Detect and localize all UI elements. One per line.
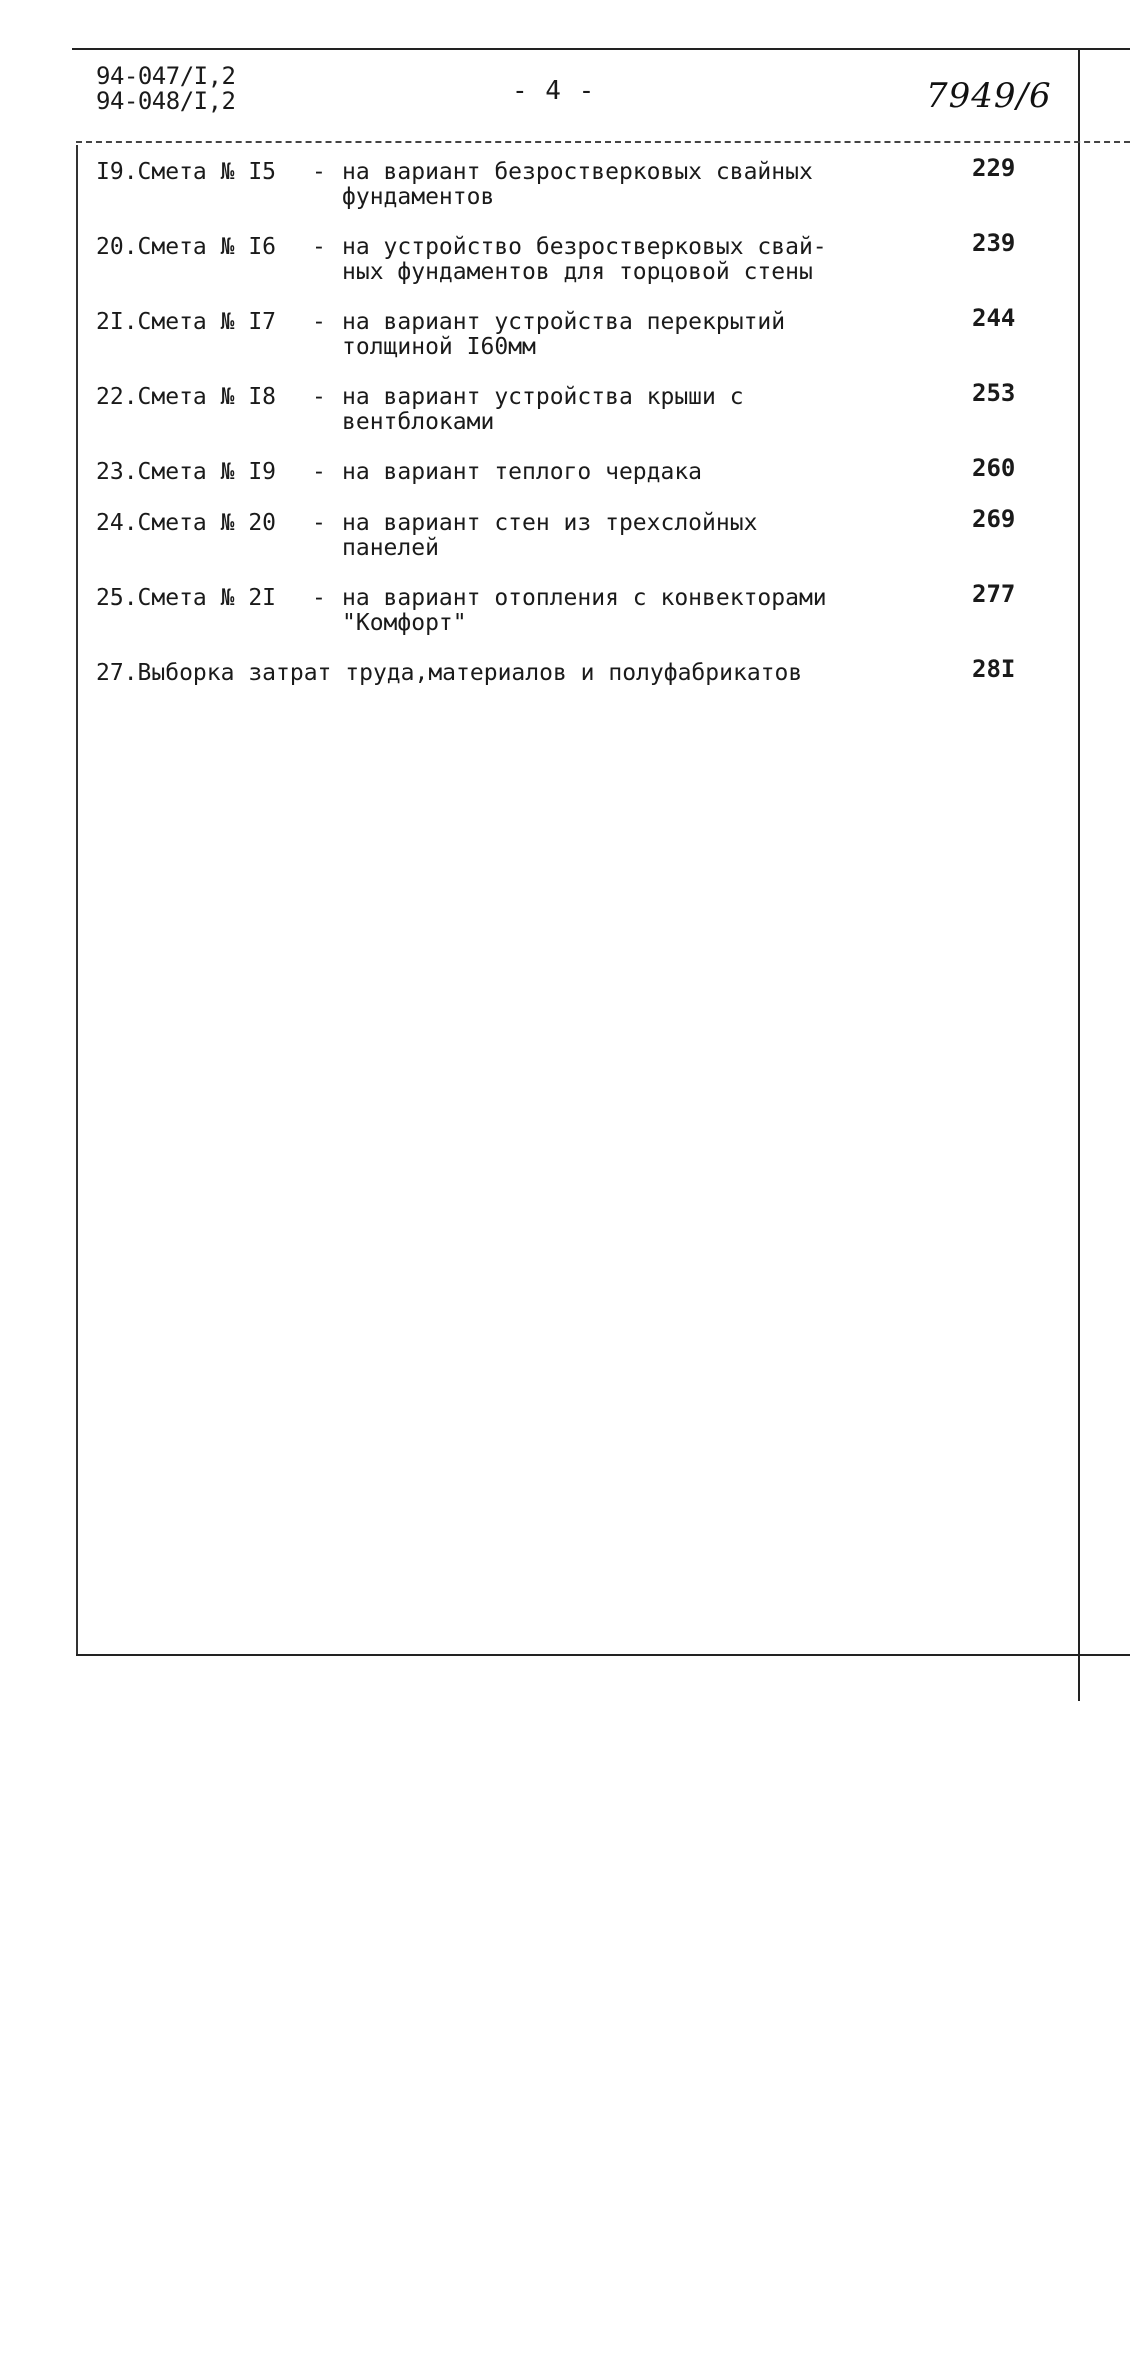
entry-label: 24.Смета № 20 [96,510,277,536]
left-border-line [76,145,78,1655]
entry-page-number: 239 [972,229,1016,257]
entry-label: I9.Смета № I5 [96,159,277,185]
entry-page-number: 253 [972,379,1016,407]
entry-description: на вариант безростверковых свайных фундаментов [342,159,813,210]
entry-dash: - [312,459,326,485]
page-number: - 4 - [512,76,596,106]
document-codes [96,64,236,114]
entry-description: на вариант отопления с конвекторами "Комфорт" [342,585,827,636]
handwritten-stamp-number: 7949/6 [926,76,1052,116]
entry-dash: - [312,585,326,611]
entry-page-number: 244 [972,304,1016,332]
entry-label: 20.Смета № I6 [96,234,277,260]
entry-dash: - [312,159,326,185]
entry-label: 2I.Смета № I7 [96,309,277,335]
entry-page-number: 277 [972,580,1016,608]
entry-dash: - [312,510,326,536]
entry-label: 22.Смета № I8 [96,384,277,410]
entry-description: на вариант стен из трехслойных панелей [342,510,758,561]
entry-description: 27.Выборка затрат труда,материалов и полуфабрикатов [96,660,803,686]
document-code-2: 94-048/I,2 [96,87,236,115]
entry-page-number: 260 [972,454,1016,482]
entry-label: 25.Смета № 2I [96,585,277,611]
top-border-line [72,48,1130,50]
entry-description: на вариант устройства крыши с вентблоками [342,384,744,435]
header-separator-line [76,141,1130,143]
entry-dash: - [312,384,326,410]
entry-page-number: 269 [972,505,1016,533]
entry-label: 23.Смета № I9 [96,459,277,485]
entry-description: на вариант устройства перекрытий толщиной I60мм [342,309,786,360]
right-border-line [1078,48,1080,1701]
entry-page-number: 229 [972,154,1016,182]
entry-page-number: 28I [972,655,1016,683]
entry-description: на вариант теплого чердака [342,459,703,485]
entry-dash: - [312,309,326,335]
entry-description: на устройство безростверковых свай- ных фундаментов для торцовой стены [342,234,827,285]
document-code-1: 94-047/I,2 [96,62,236,90]
entry-dash: - [312,234,326,260]
